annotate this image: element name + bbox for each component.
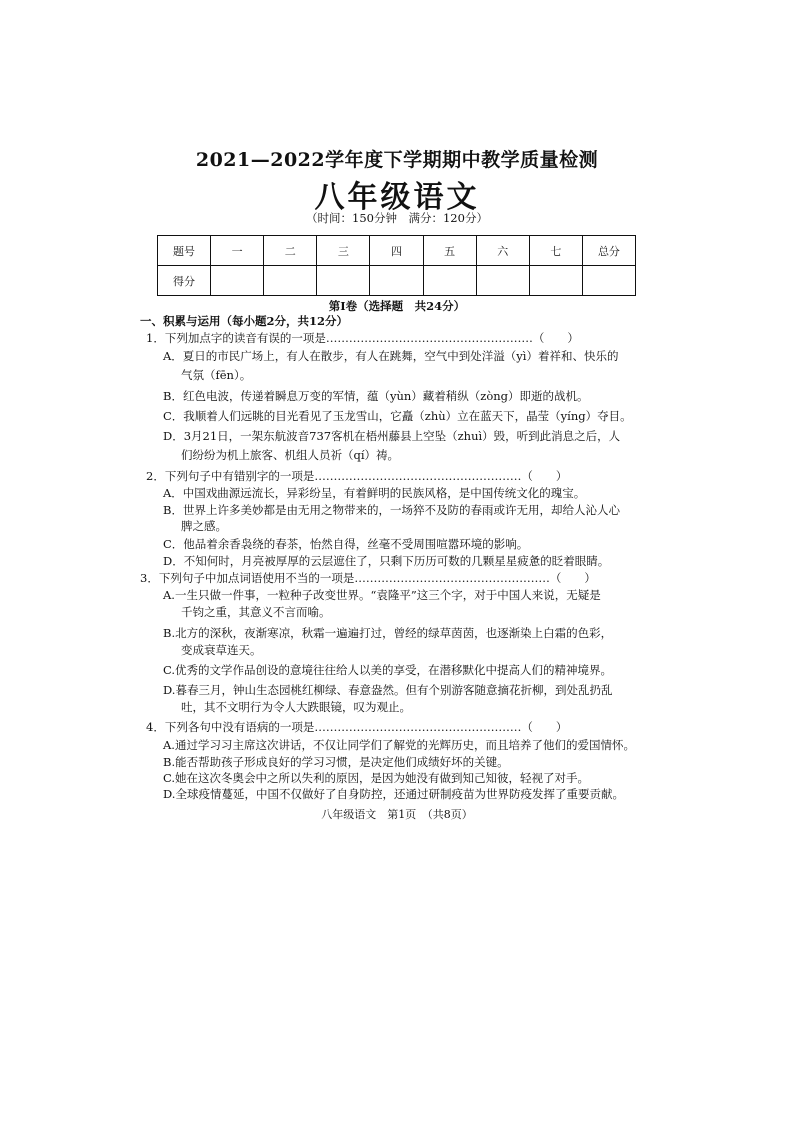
table-cell: 题号 <box>158 236 211 266</box>
table-cell: 三 <box>317 236 370 266</box>
table-cell: 五 <box>423 236 476 266</box>
score-blank-cell <box>582 266 635 296</box>
option-text: B．世界上许多美妙都是由无用之物带来的，一场猝不及防的春雨或许无用，却给人沁人心 <box>163 503 620 517</box>
table-cell: 六 <box>476 236 529 266</box>
option-text: C．他品着余香袅绕的春茶，怡然自得，丝毫不受周围喧嚣环境的影响。 <box>163 537 529 551</box>
exam-info: （时间：150分钟 满分：120分） <box>306 211 488 225</box>
option-text: B.北方的深秋，夜渐寒凉，秋霜一遍遍打过，曾经的绿草茵茵，也逐渐染上白霜的色彩， <box>163 626 613 640</box>
score-table <box>157 235 636 296</box>
option-text: C.优秀的文学作品创设的意境往往给人以美的享受，在潜移默化中提高人们的精神境界。 <box>163 663 613 677</box>
table-cell: 总分 <box>582 236 635 266</box>
option-text: C．我顺着人们远眺的目光看见了玉龙雪山，它矗（zhù）立在蓝天下，晶莹（yíng）夺目。 <box>163 409 632 423</box>
score-blank-cell <box>476 266 529 296</box>
table-cell: 四 <box>370 236 423 266</box>
page-footer: 八年级语文 第1页 （共8页） <box>321 808 473 821</box>
option-text: B.能否帮助孩子形成良好的学习习惯，是决定他们成绩好坏的关键。 <box>163 755 509 769</box>
question-stem: 4．下列各句中没有语病的一项是………………………………………………（ ） <box>146 720 568 734</box>
option-text-continued: 气氛（fēn）。 <box>181 368 252 382</box>
score-blank-cell <box>529 266 582 296</box>
option-text: B．红色电波，传递着瞬息万变的军情，蕴（yùn）藏着稍纵（zòng）即逝的战机。 <box>163 389 589 403</box>
table-cell: 一 <box>211 236 264 266</box>
part-title: 一、积累与运用（每小题2分，共12分） <box>140 314 349 328</box>
option-text: A．中国戏曲源远流长，异彩纷呈，有着鲜明的民族风格，是中国传统文化的瑰宝。 <box>163 486 586 500</box>
question-stem: 3．下列句子中加点词语使用不当的一项是……………………………………………（ ） <box>140 571 596 585</box>
option-text-continued: 吐，其不文明行为令人大跌眼镜，叹为观止。 <box>181 700 411 714</box>
score-table-score-row <box>158 266 636 296</box>
question-stem: 2．下列句子中有错别字的一项是………………………………………………（ ） <box>146 469 568 483</box>
option-text: D.全球疫情蔓延，中国不仅做好了自身防控，还通过研制疫苗为世界防疫发挥了重要贡献。 <box>163 787 624 801</box>
option-text-continued: 变成衰草连天。 <box>181 643 262 657</box>
option-text-continued: 脾之感。 <box>181 519 227 533</box>
table-cell: 得分 <box>158 266 211 296</box>
question-stem: 1．下列加点字的读音有误的一项是………………………………………………（ ） <box>146 331 579 345</box>
option-text: A.一生只做一件事，一粒种子改变世界。“袁隆平”这三个字，对于中国人来说，无疑是 <box>163 588 601 602</box>
score-blank-cell <box>423 266 476 296</box>
option-text: D.暮春三月，钟山生态园桃红柳绿、春意盎然。但有个别游客随意摘花折柳，到处乱扔乱 <box>163 683 613 697</box>
score-blank-cell <box>370 266 423 296</box>
option-text-continued: 千钧之重，其意义不言而喻。 <box>181 605 331 619</box>
option-text: A.通过学习习主席这次讲话，不仅让同学们了解党的光辉历史，而且培养了他们的爱国情怀。 <box>163 738 635 752</box>
exam-title: 2021—2022学年度下学期期中教学质量检测 <box>195 149 599 171</box>
score-blank-cell <box>317 266 370 296</box>
section-title: 第Ⅰ卷（选择题 共24分） <box>328 299 466 313</box>
score-table-header-row <box>158 236 636 266</box>
option-text: A．夏日的市民广场上，有人在散步，有人在跳舞，空气中到处洋溢（yì）着祥和、快乐的 <box>163 349 619 363</box>
score-blank-cell <box>211 266 264 296</box>
table-cell: 二 <box>264 236 317 266</box>
option-text: D．不知何时，月亮被厚厚的云层遮住了，只剩下历历可数的几颗星星疲惫的眨着眼睛。 <box>163 554 610 568</box>
subject-title: 八年级语文 <box>314 180 480 215</box>
score-blank-cell <box>264 266 317 296</box>
option-text: C.她在这次冬奥会中之所以失利的原因，是因为她没有做到知己知彼，轻视了对手。 <box>163 771 590 785</box>
option-text-continued: 们纷纷为机上旅客、机组人员祈（qí）祷。 <box>181 448 400 462</box>
table-cell: 七 <box>529 236 582 266</box>
option-text: D．3月21日，一架东航波音737客机在梧州藤县上空坠（zhuì）毁，听到此消息之后，人 <box>163 429 621 443</box>
